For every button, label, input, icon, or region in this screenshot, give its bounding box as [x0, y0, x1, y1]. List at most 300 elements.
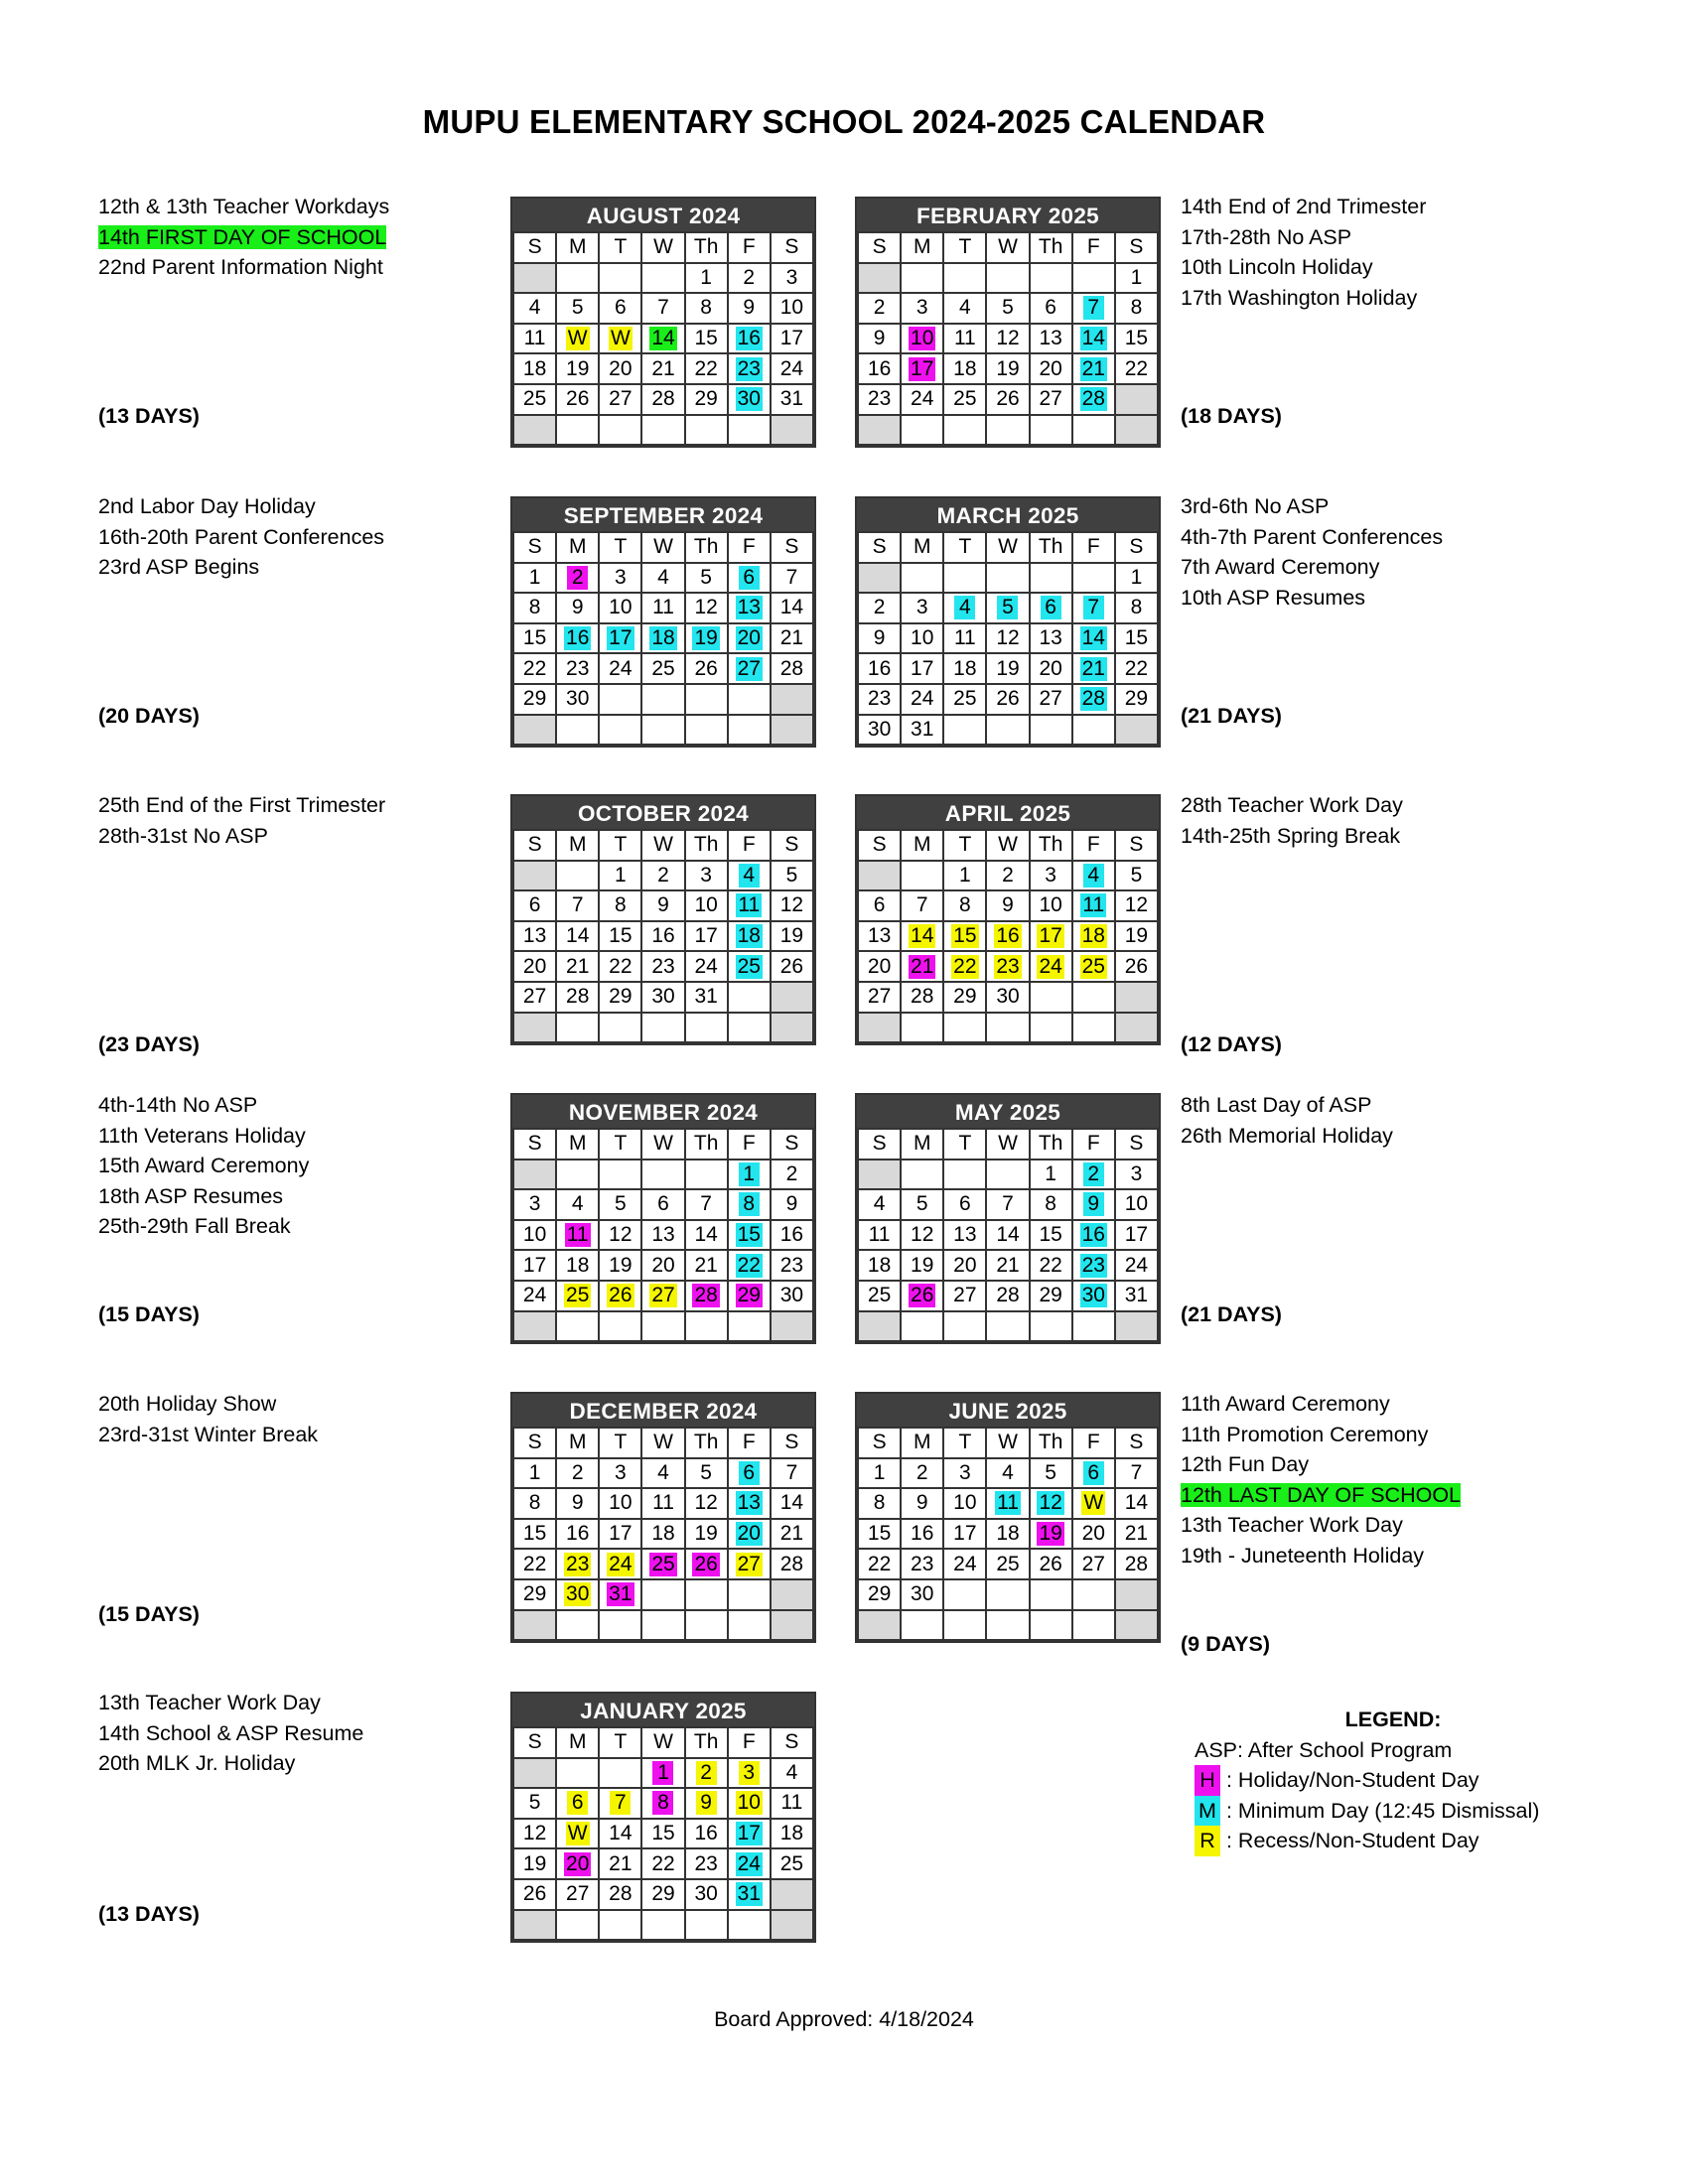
day-cell: 18	[943, 653, 986, 684]
day-mark: 19	[1039, 1522, 1062, 1546]
day-cell: 22	[1030, 1250, 1072, 1281]
day-mark: 16	[737, 327, 761, 350]
day-mark: 6	[739, 566, 760, 590]
day-cell: 16	[685, 1819, 728, 1849]
day-cell	[599, 623, 641, 654]
day-cell: 19	[556, 353, 599, 384]
day-cell: 13	[641, 1220, 684, 1251]
day-cell	[1030, 563, 1072, 594]
day-cell: 19	[901, 1250, 943, 1281]
day-cell	[556, 1160, 599, 1190]
note-line: 10th ASP Resumes	[1181, 585, 1366, 610]
day-cell: 29	[858, 1579, 901, 1610]
day-cell: 30	[858, 715, 901, 746]
day-cell: 15	[641, 1819, 684, 1849]
weekday-header: S	[1115, 232, 1158, 263]
weekday-header: W	[641, 232, 684, 263]
weekday-header: M	[556, 232, 599, 263]
day-cell: 11	[858, 1220, 901, 1251]
day-cell	[901, 415, 943, 446]
day-cell	[728, 1189, 771, 1220]
day-mark: 23	[1081, 1253, 1105, 1277]
month-august-2024	[510, 197, 816, 448]
day-mark: 17	[1039, 924, 1062, 948]
day-cell	[1030, 1579, 1072, 1610]
day-mark: 15	[953, 924, 977, 948]
weekday-header: T	[599, 1129, 641, 1160]
day-cell: 4	[556, 1189, 599, 1220]
day-cell: 29	[641, 1879, 684, 1910]
day-cell	[1115, 1013, 1158, 1043]
weekday-header: F	[728, 830, 771, 861]
day-cell: 12	[599, 1220, 641, 1251]
note-line: 14th FIRST DAY OF SCHOOL	[98, 224, 387, 249]
day-cell	[513, 1160, 556, 1190]
day-cell: 11	[771, 1788, 813, 1819]
note-line: 13th Teacher Work Day	[1181, 1513, 1403, 1537]
note-line: 4th-7th Parent Conferences	[1181, 524, 1444, 549]
day-cell	[901, 921, 943, 952]
day-cell: 29	[685, 384, 728, 415]
note-line: 20th Holiday Show	[98, 1392, 277, 1416]
day-mark: 31	[737, 1882, 761, 1906]
legend-swatch-recess: R	[1195, 1826, 1220, 1856]
day-cell	[728, 890, 771, 921]
legend-swatch-minimum: M	[1195, 1796, 1220, 1827]
notes-november-2024	[98, 1090, 309, 1242]
day-cell: 14	[986, 1220, 1029, 1251]
weekday-header: M	[901, 830, 943, 861]
legend-text-minimum: : Minimum Day (12:45 Dismissal)	[1225, 1798, 1540, 1823]
notes-march-2025	[1181, 491, 1443, 613]
day-cell	[556, 1220, 599, 1251]
day-cell	[728, 415, 771, 446]
day-cell	[943, 1311, 986, 1342]
day-cell: 28	[599, 1879, 641, 1910]
day-cell: 5	[599, 1189, 641, 1220]
day-cell: 2	[556, 1458, 599, 1489]
day-cell	[685, 415, 728, 446]
day-cell: 5	[556, 293, 599, 324]
day-cell	[641, 684, 684, 715]
day-cell	[1072, 982, 1115, 1013]
day-cell	[901, 1610, 943, 1641]
day-cell	[728, 1549, 771, 1579]
day-mark: 7	[1083, 596, 1104, 619]
weekday-header: Th	[1030, 532, 1072, 563]
day-cell: 27	[1072, 1549, 1115, 1579]
month-february-2025	[855, 197, 1161, 448]
day-cell: 3	[513, 1189, 556, 1220]
day-mark: 20	[737, 1522, 761, 1546]
weekday-header: W	[986, 1428, 1029, 1458]
day-cell: 4	[513, 293, 556, 324]
day-cell: 3	[1115, 1160, 1158, 1190]
day-mark: 25	[651, 1552, 675, 1575]
day-cell: 22	[685, 353, 728, 384]
month-march-2025	[855, 496, 1161, 748]
day-mark: 2	[567, 566, 588, 590]
day-cell	[599, 1758, 641, 1789]
day-cell	[599, 324, 641, 354]
day-cell: 8	[513, 1488, 556, 1519]
note-line: 14th-25th Spring Break	[1181, 823, 1401, 848]
month-header: MAY 2025	[857, 1095, 1159, 1128]
weekday-header: F	[1072, 532, 1115, 563]
weekday-header: M	[901, 1129, 943, 1160]
day-cell: 12	[513, 1819, 556, 1849]
day-cell	[641, 623, 684, 654]
day-cell	[556, 1610, 599, 1641]
day-cell: 9	[986, 890, 1029, 921]
day-cell: 28	[986, 1281, 1029, 1311]
day-cell	[1115, 982, 1158, 1013]
day-cell	[943, 715, 986, 746]
weekday-header: F	[728, 1727, 771, 1758]
day-cell	[1030, 982, 1072, 1013]
day-cell	[771, 715, 813, 746]
day-cell	[599, 1311, 641, 1342]
note-line: 23rd-31st Winter Break	[98, 1422, 319, 1446]
day-cell: 16	[771, 1220, 813, 1251]
day-cell	[858, 263, 901, 294]
day-cell: 15	[599, 921, 641, 952]
month-january-2025	[510, 1692, 816, 1943]
day-mark: 18	[651, 626, 675, 650]
day-cell	[943, 593, 986, 623]
days-count-november-2024: (15 DAYS)	[98, 1302, 200, 1326]
day-cell	[728, 1910, 771, 1941]
day-cell	[901, 1281, 943, 1311]
day-cell	[728, 324, 771, 354]
day-cell: 18	[986, 1519, 1029, 1550]
day-mark: 27	[737, 656, 761, 680]
day-cell: 28	[771, 1549, 813, 1579]
day-mark: 2	[696, 1761, 717, 1785]
weekday-header: F	[728, 532, 771, 563]
day-cell: 1	[1115, 563, 1158, 594]
month-grid	[512, 1128, 814, 1342]
day-cell	[1030, 921, 1072, 952]
day-cell: 22	[641, 1848, 684, 1879]
day-cell	[641, 1311, 684, 1342]
day-cell: 22	[1115, 653, 1158, 684]
day-cell	[1115, 384, 1158, 415]
day-cell: 16	[858, 653, 901, 684]
day-cell: 25	[513, 384, 556, 415]
note-line: 18th ASP Resumes	[98, 1183, 284, 1208]
note-line: 11th Promotion Ceremony	[1181, 1422, 1429, 1446]
day-cell	[599, 1610, 641, 1641]
day-cell: 31	[685, 982, 728, 1013]
day-cell	[685, 1013, 728, 1043]
day-cell	[1072, 384, 1115, 415]
weekday-header: T	[943, 1129, 986, 1160]
days-count-august-2024: (13 DAYS)	[98, 404, 200, 428]
day-cell	[1115, 415, 1158, 446]
day-cell	[901, 353, 943, 384]
day-cell: 10	[513, 1220, 556, 1251]
day-cell	[986, 921, 1029, 952]
day-cell	[1072, 1220, 1115, 1251]
day-cell: 18	[771, 1819, 813, 1849]
day-mark: 4	[954, 596, 975, 619]
day-cell	[986, 593, 1029, 623]
day-mark: 10	[911, 327, 934, 350]
day-cell: 25	[943, 684, 986, 715]
days-count-october-2024: (23 DAYS)	[98, 1032, 200, 1056]
day-cell: 19	[685, 1519, 728, 1550]
day-cell: 14	[685, 1220, 728, 1251]
day-cell: 17	[1115, 1220, 1158, 1251]
day-mark: 8	[652, 1791, 673, 1815]
weekday-header: T	[599, 1727, 641, 1758]
note-line: 23rd ASP Begins	[98, 555, 260, 579]
day-cell: 4	[943, 293, 986, 324]
day-cell	[599, 1013, 641, 1043]
day-cell	[771, 1311, 813, 1342]
day-cell: 29	[1030, 1281, 1072, 1311]
day-cell: 29	[1115, 684, 1158, 715]
day-cell	[685, 1910, 728, 1941]
day-cell: 26	[556, 384, 599, 415]
day-cell: 12	[1115, 890, 1158, 921]
day-cell: 13	[1030, 623, 1072, 654]
day-cell	[641, 1281, 684, 1311]
day-cell	[1072, 890, 1115, 921]
day-cell: 16	[556, 1519, 599, 1550]
day-cell: 3	[599, 563, 641, 594]
day-cell	[771, 1579, 813, 1610]
note-line: 19th - Juneteenth Holiday	[1181, 1543, 1425, 1568]
day-cell	[599, 263, 641, 294]
day-cell: 1	[943, 861, 986, 891]
day-cell: 19	[986, 353, 1029, 384]
day-cell: 16	[641, 921, 684, 952]
day-cell: 18	[556, 1250, 599, 1281]
day-cell	[728, 1160, 771, 1190]
month-grid	[857, 531, 1159, 746]
day-cell	[728, 1250, 771, 1281]
note-line: 17th Washington Holiday	[1181, 285, 1418, 310]
day-cell	[728, 1879, 771, 1910]
day-cell: 27	[1030, 384, 1072, 415]
day-cell	[513, 415, 556, 446]
day-cell: 17	[513, 1250, 556, 1281]
day-mark: 25	[566, 1284, 590, 1307]
day-mark: 23	[566, 1552, 590, 1575]
day-mark: W	[567, 327, 588, 350]
weekday-header: F	[1072, 232, 1115, 263]
day-cell	[599, 415, 641, 446]
day-mark: 19	[694, 626, 718, 650]
month-grid	[512, 531, 814, 746]
month-header: APRIL 2025	[857, 796, 1159, 829]
day-cell	[556, 1848, 599, 1879]
day-cell: 22	[599, 951, 641, 982]
legend-text-holiday: : Holiday/Non-Student Day	[1225, 1768, 1479, 1792]
day-mark: 13	[737, 1491, 761, 1515]
day-cell	[1072, 1160, 1115, 1190]
day-cell: 11	[641, 1488, 684, 1519]
month-may-2025	[855, 1093, 1161, 1344]
day-cell	[1072, 563, 1115, 594]
weekday-header: T	[943, 1428, 986, 1458]
day-mark: 24	[609, 1552, 633, 1575]
day-cell: 11	[943, 324, 986, 354]
day-cell: 26	[1030, 1549, 1072, 1579]
day-cell	[901, 1311, 943, 1342]
day-cell	[1072, 415, 1115, 446]
day-cell: 29	[599, 982, 641, 1013]
day-cell	[1072, 861, 1115, 891]
day-cell: 13	[513, 921, 556, 952]
weekday-header: S	[771, 830, 813, 861]
day-cell	[728, 353, 771, 384]
day-cell	[556, 715, 599, 746]
day-cell	[901, 1160, 943, 1190]
day-cell	[943, 1579, 986, 1610]
day-cell	[901, 324, 943, 354]
day-cell: 14	[1115, 1488, 1158, 1519]
day-cell: 6	[513, 890, 556, 921]
legend-item-recess	[1195, 1826, 1592, 1856]
day-cell	[728, 653, 771, 684]
day-cell	[901, 563, 943, 594]
day-cell	[556, 623, 599, 654]
day-cell	[513, 1610, 556, 1641]
notes-april-2025	[1181, 790, 1403, 851]
weekday-header: W	[986, 532, 1029, 563]
day-cell	[685, 1160, 728, 1190]
day-cell: 24	[513, 1281, 556, 1311]
day-cell	[1030, 1519, 1072, 1550]
notes-october-2024	[98, 790, 385, 851]
legend-asp: ASP: After School Program	[1195, 1737, 1453, 1762]
day-cell: 31	[901, 715, 943, 746]
day-cell	[641, 1610, 684, 1641]
day-cell: 23	[556, 653, 599, 684]
weekday-header: S	[771, 532, 813, 563]
day-cell	[986, 563, 1029, 594]
day-cell: 30	[986, 982, 1029, 1013]
day-cell	[858, 1160, 901, 1190]
day-cell: 15	[513, 623, 556, 654]
day-cell: 5	[986, 293, 1029, 324]
day-cell: 25	[858, 1281, 901, 1311]
day-cell: 9	[641, 890, 684, 921]
note-line: 3rd-6th No ASP	[1181, 494, 1330, 518]
day-cell: 6	[1030, 293, 1072, 324]
day-cell: 12	[986, 623, 1029, 654]
day-mark: 11	[997, 1491, 1019, 1515]
day-cell: 7	[1115, 1458, 1158, 1489]
day-cell: 7	[901, 890, 943, 921]
day-mark: 25	[1081, 954, 1105, 978]
day-cell: 1	[513, 1458, 556, 1489]
day-cell: 21	[771, 623, 813, 654]
day-cell	[685, 684, 728, 715]
day-cell	[986, 415, 1029, 446]
day-cell	[1072, 684, 1115, 715]
day-cell	[1115, 1311, 1158, 1342]
day-cell	[771, 415, 813, 446]
weekday-header: F	[728, 1129, 771, 1160]
day-cell: 21	[986, 1250, 1029, 1281]
days-count-february-2025: (18 DAYS)	[1181, 404, 1282, 428]
day-cell: 25	[771, 1848, 813, 1879]
day-mark: 28	[694, 1284, 718, 1307]
day-cell	[1072, 1579, 1115, 1610]
day-cell: 11	[943, 623, 986, 654]
day-cell: 20	[858, 951, 901, 982]
day-cell: 4	[641, 1458, 684, 1489]
day-cell	[556, 861, 599, 891]
month-header: FEBRUARY 2025	[857, 199, 1159, 231]
weekday-header: T	[599, 830, 641, 861]
note-line: 20th MLK Jr. Holiday	[98, 1751, 296, 1775]
day-cell	[728, 951, 771, 982]
day-cell: 24	[685, 951, 728, 982]
day-cell: 5	[685, 1458, 728, 1489]
day-cell: 30	[901, 1579, 943, 1610]
month-header: SEPTEMBER 2024	[512, 498, 814, 531]
day-mark: 8	[739, 1192, 760, 1216]
day-cell	[943, 1610, 986, 1641]
day-mark: 16	[996, 924, 1020, 948]
day-cell	[1030, 593, 1072, 623]
weekday-header: T	[943, 532, 986, 563]
day-cell	[901, 263, 943, 294]
day-cell: 22	[858, 1549, 901, 1579]
day-cell	[943, 921, 986, 952]
day-cell	[728, 921, 771, 952]
day-cell: 4	[641, 563, 684, 594]
day-cell	[1072, 263, 1115, 294]
day-cell: 22	[513, 1549, 556, 1579]
day-cell	[1072, 1458, 1115, 1489]
day-cell	[1030, 1311, 1072, 1342]
day-cell: 18	[641, 1519, 684, 1550]
day-cell: 25	[943, 384, 986, 415]
day-cell: 10	[943, 1488, 986, 1519]
weekday-header: S	[513, 1428, 556, 1458]
day-mark: 4	[1083, 864, 1104, 887]
day-cell	[1072, 324, 1115, 354]
day-cell	[728, 1311, 771, 1342]
day-mark: 1	[652, 1761, 673, 1785]
day-cell: 23	[641, 951, 684, 982]
weekday-header: S	[858, 830, 901, 861]
day-cell: 29	[943, 982, 986, 1013]
weekday-header: T	[943, 232, 986, 263]
note-line: 26th Memorial Holiday	[1181, 1123, 1393, 1148]
day-cell: 3	[901, 593, 943, 623]
day-cell: 6	[599, 293, 641, 324]
note-line: 15th Award Ceremony	[98, 1154, 310, 1177]
day-cell	[728, 1013, 771, 1043]
day-cell	[943, 1013, 986, 1043]
day-cell: 3	[901, 293, 943, 324]
note-line: 11th Award Ceremony	[1181, 1392, 1390, 1416]
day-cell	[986, 1579, 1029, 1610]
days-count-january-2025: (13 DAYS)	[98, 1902, 200, 1926]
day-cell: 5	[901, 1189, 943, 1220]
day-mark: 6	[1041, 596, 1061, 619]
day-cell: 2	[901, 1458, 943, 1489]
weekday-header: T	[943, 830, 986, 861]
weekday-header: M	[901, 532, 943, 563]
